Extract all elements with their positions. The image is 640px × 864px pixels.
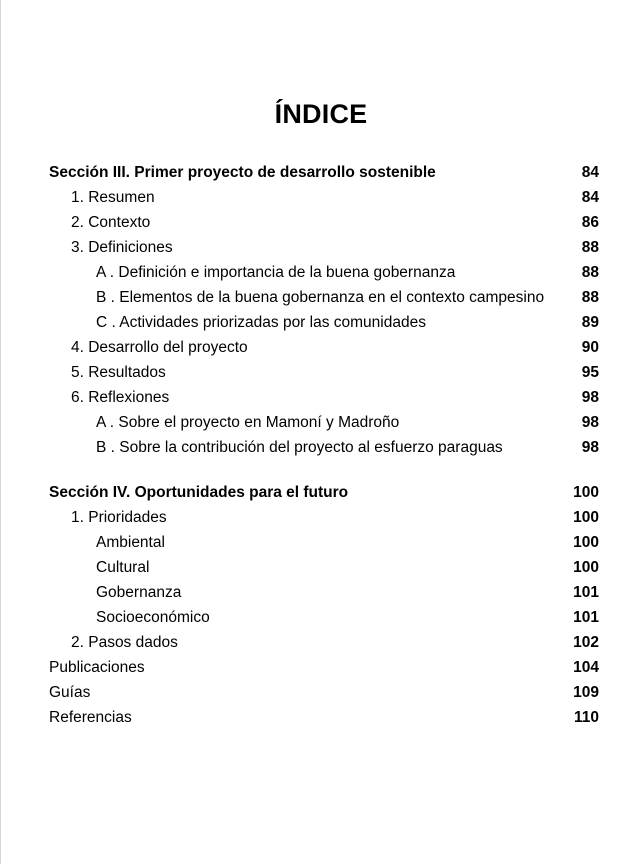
toc-entry[interactable]: [49, 630, 599, 655]
toc-entry-page-number: 98: [581, 389, 599, 406]
toc-entry[interactable]: [49, 285, 599, 310]
toc-entry[interactable]: [49, 160, 599, 185]
toc-entry-page-number: 88: [581, 239, 599, 256]
toc-entry[interactable]: [49, 310, 599, 335]
toc-entry-page-number: 109: [573, 684, 599, 701]
toc-entry-label: Gobernanza: [96, 584, 182, 601]
toc-entry-page-number: 90: [581, 339, 599, 356]
toc-entry-page-number: 100: [573, 484, 599, 501]
toc-entry-page-number: 84: [581, 189, 599, 206]
toc-entry[interactable]: [49, 435, 599, 460]
toc-entry-label: 1. Resumen: [71, 189, 155, 206]
toc-entry-page-number: 84: [581, 164, 599, 181]
toc-entry-page-number: 102: [573, 634, 599, 651]
toc-entry[interactable]: [49, 185, 599, 210]
toc-entry-label: C . Actividades priorizadas por las comunidades: [96, 314, 426, 331]
toc-entry-label: A . Definición e importancia de la buena gobernanza: [96, 264, 456, 281]
toc-entry-label: Referencias: [49, 709, 132, 726]
toc-entry[interactable]: [49, 505, 599, 530]
toc-entry-label: 4. Desarrollo del proyecto: [71, 339, 248, 356]
toc-entry[interactable]: [49, 530, 599, 555]
toc-entry[interactable]: [49, 410, 599, 435]
toc-entry-page-number: 110: [573, 709, 599, 726]
toc-entry-page-number: 89: [581, 314, 599, 331]
toc-entry-label: Sección III. Primer proyecto de desarrollo sostenible: [49, 164, 436, 181]
toc-entry-label: Socioeconómico: [96, 609, 210, 626]
toc-entry-page-number: 95: [581, 364, 599, 381]
toc-entry-page-number: 104: [573, 659, 599, 676]
toc-entry-page-number: 100: [573, 509, 599, 526]
toc-entry[interactable]: [49, 385, 599, 410]
toc-entry[interactable]: [49, 210, 599, 235]
toc-entry[interactable]: [49, 605, 599, 630]
toc-entry[interactable]: [49, 655, 599, 680]
toc-entry[interactable]: [49, 580, 599, 605]
toc-entry-label: 5. Resultados: [71, 364, 166, 381]
toc-entry[interactable]: [49, 235, 599, 260]
toc-entry[interactable]: [49, 705, 599, 730]
toc-entry-page-number: 88: [581, 264, 599, 281]
toc-entry-page-number: 86: [581, 214, 599, 231]
toc-entry-label: B . Sobre la contribución del proyecto al esfuerzo paraguas: [96, 439, 503, 456]
toc-entry-page-number: 98: [581, 439, 599, 456]
toc-entry-label: 3. Definiciones: [71, 239, 173, 256]
toc-entry-page-number: 100: [573, 534, 599, 551]
toc-entry[interactable]: [49, 680, 599, 705]
toc-entry[interactable]: [49, 335, 599, 360]
toc-entry-label: Guías: [49, 684, 91, 701]
toc-entry-page-number: 101: [573, 584, 599, 601]
table-of-contents: [49, 160, 599, 730]
toc-entry-label: 2. Contexto: [71, 214, 151, 231]
toc-entry[interactable]: [49, 555, 599, 580]
toc-entry-label: 1. Prioridades: [71, 509, 167, 526]
page-title: ÍNDICE: [274, 99, 368, 129]
toc-entry-page-number: 98: [581, 414, 599, 431]
toc-entry-label: Cultural: [96, 559, 150, 576]
toc-entry[interactable]: [49, 260, 599, 285]
toc-entry[interactable]: [49, 360, 599, 385]
toc-entry-label: Sección IV. Oportunidades para el futuro: [49, 484, 349, 501]
toc-entry-label: 2. Pasos dados: [71, 634, 178, 651]
toc-entry-label: Ambiental: [96, 534, 165, 551]
toc-entry[interactable]: [49, 480, 599, 505]
toc-entry-label: A . Sobre el proyecto en Mamoní y Madroño: [96, 414, 400, 431]
toc-entry-page-number: 88: [581, 289, 599, 306]
toc-entry-label: 6. Reflexiones: [71, 389, 170, 406]
toc-entry-page-number: 100: [573, 559, 599, 576]
toc-entry-label: Publicaciones: [49, 659, 145, 676]
toc-entry-page-number: 101: [573, 609, 599, 626]
toc-entry-label: B . Elementos de la buena gobernanza en el contexto campesino: [96, 289, 545, 306]
